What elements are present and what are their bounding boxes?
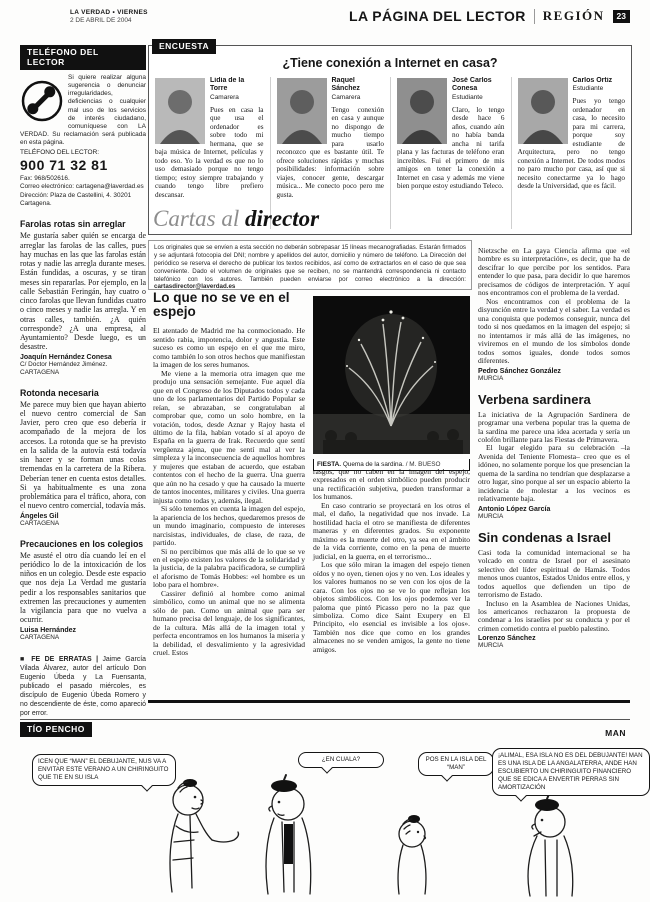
speech-bubble: POS EN LA ISLA DEL “MAN”: [418, 752, 494, 776]
person-name: José Carlos Conesa: [452, 77, 492, 93]
letter-author-sub: CARTAGENA: [20, 633, 60, 641]
region-label: REGIÓN: [542, 8, 605, 23]
person-photo: [397, 78, 447, 144]
photo-caption-label: FIESTA.: [317, 461, 342, 468]
edition-date: 2 DE ABRIL DE 2004: [70, 17, 132, 25]
letter-paragraph: El lugar elegido para su celebración –la Avenida del Teniente Flomesta– creo que es el idóneo, no solamente porque los que presencian la quema de la sardina no tendrían que desplazarse a otro lugar, sino porque al ser un espacio abierto la incidencia de molestar a los vecinos es relativamente baja.: [478, 443, 630, 504]
letter-author: Antonio López García: [478, 505, 551, 513]
fe-de-erratas: [20, 655, 146, 719]
letter-title: Verbena sardinera: [478, 391, 591, 407]
main-article-column-2: [313, 468, 470, 654]
article-author-city: MURCIA: [478, 374, 504, 382]
right-letters-column: [478, 247, 630, 649]
article-paragraph: Si no percibimos que más allá de lo que se ve en el espejo existen los valores de la solidaridad y la justicia, de la palabra pacificadora, se cumplirá el aforismo de Tomás Hobbes: «el hombre es un lobo para el hombre».: [153, 546, 305, 590]
person-role: Camarera: [210, 93, 239, 101]
letter-title: Rotonda necesaria: [20, 387, 99, 398]
person-quote: Tengo conexión en casa y aunque no dispongo de mucho tiempo para usarlo reconozco que es bastante útil. Te ofrece soluciones rápidas y muchas posibilidades: información sobre viajes, conocer gente, descargar música... Me conecto poco pero me gusta.: [276, 105, 384, 199]
person-card: [390, 77, 511, 229]
person-photo: [518, 78, 568, 144]
fe-de-erratas-label: ■ FE DE ERRATAS |: [20, 655, 99, 663]
person-quote: Pues en casa la que usa el ordenador es sobre todo mi hermana, que se baja música de Internet, películas y todo eso. Yo la verdad es que no lo uso demasiado porque no tengo tiempo; estoy siempre trabajando y cuando tengo libre prefiero descansar.: [155, 105, 264, 199]
cartas-title-bold: director: [245, 206, 320, 231]
phone-box: [20, 74, 146, 208]
section-header: [349, 8, 630, 24]
fountain-photo-block: [313, 296, 470, 471]
article-paragraph: Los que sólo miran la imagen del espejo tienen oídos y no oyen, tienen ojos y no ven. Los ideales y los valores humanos no se ven con los ojos de la cara. Con los ojos no se ve lo que reflejan los objetos simbólicos. Con los ojos podemos ver la paloma que pintó Picasso pero no la paz que simboliza. Como dice Saint Exupery en El Principito, «lo esencial es invisible a los ojos». También nos dice que como en los grandes almacenes no se venden amigos, la gente no tiene amigos.: [313, 560, 470, 654]
reader-letter: [20, 539, 146, 642]
header-divider: [534, 9, 535, 24]
phone-box-intro: Si quiere realizar alguna sugerencia o denunciar irregularidades, deficiencias o cualquier mal uso de los servicios de interés ciudadano, comuníquese con LA VERDAD. Su reclamación será publicada en esta página.: [20, 74, 146, 146]
page-number: 23: [613, 10, 630, 23]
letter-author: Joaquín Hernández Conesa: [20, 353, 112, 361]
fax-line: Fax: 968/502616.: [20, 175, 70, 183]
article-author: Pedro Sánchez González: [478, 367, 561, 375]
letter-author-city: MURCIA: [478, 642, 504, 650]
article-paragraph: Nos encontramos con el problema de la disyunción entre la verdad y el saber. La verdad es una conquista que podemos conseguir, nunca del todo si nos quedamos en la imagen del espejo; si no intentamos ir más allá de las imágenes, no viviremos en el mundo de los símbolos donde todos somos iguales, donde todos somos diferentes.: [478, 296, 630, 366]
letter-body: Me parece muy bien que hayan abierto el nuevo centro comercial de San Javier, pero creo que eso debería ir acompañado de la mejora de los accesos. La rotonda que se ha previsto en la salida de la autovía está todavía sin hacer y se forman unas colas tremendas en la carretera de la Ribera. Deberían tener en cuenta estos detalles. Si ya habitualmente es una zona problemática para el tráfico, ahora, con el nuevo centro comercial, todavía más.: [20, 399, 146, 511]
article-paragraph: Cassirer definió al hombre como animal simbólico, como un animal que no se alimenta sólo de pan. Como un animal que para ser humano precisa del lenguaje, de los significantes, de la cultura. Más allá de la imagen total y perfecta encontramos en los humanos la miseria y la debilidad, el desvalimiento y la agresividad cruel. Estos: [153, 588, 305, 658]
letter-author: Lorenzo Sánchez: [478, 635, 536, 643]
phone-number: 900 71 32 81: [20, 157, 108, 174]
speech-bubble: ¿EN CUALA?: [298, 752, 384, 768]
letter-author-sub: C/ Doctor Hernández Jiménez. CARTAGENA: [20, 360, 108, 376]
paper-name: LA VERDAD • VIERNES: [70, 9, 148, 16]
person-name: Lidia de la Torre: [210, 77, 245, 93]
main-article-headline: Lo que no se ve en el espejo: [153, 290, 290, 320]
letter-author-sub: CARTAGENA: [20, 519, 60, 527]
left-column: [20, 45, 146, 718]
comic-top-rule: [20, 719, 630, 720]
main-article-column-1: [153, 291, 305, 658]
phone-label: TELÉFONO DEL LECTOR:: [20, 149, 100, 157]
letter-title: Sin condenas a Israel: [478, 529, 611, 545]
cartas-section-title: [153, 206, 319, 232]
person-role: Estudiante: [452, 93, 483, 101]
letter-author: Ángeles Gil: [20, 512, 59, 520]
letter-body: Me asusté el otro día cuando leí en el periódico lo de la intoxicación de los niños en un colegio. Desde este espacio que nos deja La Verdad me gustaría pedir a los responsables sanitarios que extremen las precauciones y aumenten la vigilancia para que no vuelva a ocurrir.: [20, 550, 146, 625]
person-quote: Pues yo tengo ordenador en casa, lo necesito para mi carrera, porque soy estudiante de Arquitectura, pero no tengo conexión a Internet. De todos modos no paro mucho por casa, así que si necesito conectarme ya lo hago desde la Universidad, que es fácil.: [517, 97, 625, 191]
email-line: Correo electrónico: cartagena@laverdad.es: [20, 183, 144, 191]
letter-paragraph: Incluso en la Asamblea de Naciones Unidas, los americanos rechazaron la propuesta de condenar a los israelíes por su conducta y por el crimen cometido contra el pueblo palestino.: [478, 598, 630, 633]
speech-bubble: ICEN QUE “MAN” EL DEBUJANTE, NUS VA A ENVITAR ESTE VERANO A UN CHIRINGUITO QUE TIE EN SU ISLA: [32, 754, 176, 786]
letter-author-city: MURCIA: [478, 512, 504, 520]
reader-letter: [20, 219, 146, 376]
article-paragraph: En caso contrario se proyectará en los otros el mal, el daño, la negatividad que nos invade. La hostilidad hacia el otro se manifiesta de diferentes maneras y en diferentes grados. Su exponente máximo es la muerte del otro, ya sea en el ámbito de la vida corriente, como en la pena de muerte judicial, en la guerra, en el terrorismo...: [313, 500, 470, 561]
letters-policy-email: cartasdirector@laverdad.es: [154, 283, 236, 291]
person-name: Raquel Sánchez: [331, 77, 360, 93]
person-name: Carlos Ortiz: [572, 77, 613, 84]
section-title: LA PÁGINA DEL LECTOR: [349, 8, 526, 24]
article-paragraph: Si sólo tenemos en cuenta la imagen del espejo, la apariencia de los hechos, quedaremos presos de un mundo imaginario, compuesto de intereses narcisistas, individuales, de clase, de raza, de partido.: [153, 504, 305, 548]
letter-body: Me gustaría saber quién se encarga de arreglar las farolas de las calles, pues hay muchas en las que las farolas están rotas y nadie las arregla durante meses. Están fundidas, a oscuras, y se tiran meses sin repararlas. Por ejemplo, en la calle Sebastián Feringán, hay cuatro o cinco farolas que llevan fundidas cuatro o cinco meses y nadie las arregla. Y en otras calles, también. ¿A quién corresponde? ¿A una empresa, al Ayuntamiento? Desde luego, es un desastre.: [20, 231, 146, 352]
phone-box-label: TELÉFONO DEL LECTOR: [20, 45, 146, 70]
speech-bubble: ¡ALIMAL, ESA ISLA NO ES DEL DEBUJANTE! MAN ES UNA ISLA DE LA ANGALATERRA, ANDE HAN ESCUBIERTO UN CHIRINGUITO FINANCIERO QUE SE EDICA A ENVERTIR PERRAS SIN AMORTIZACIÓN: [492, 748, 650, 796]
comic-author-signature: MAN: [605, 728, 626, 738]
article-paragraph: Me viene a la memoria otra imagen que me produjo una sensación semejante. Fue aquel día que en el Congreso de los Diputados todos y cada uno de los parlamentarios del Partido Popular se reían, se abrazaban, se congratulaban al comprobar que, como un solo hombre, en la votación, todos, desde Aznar y Rajoy hasta el último de la fila, habían votado sí al apoyo de España en la guerra de Irak. Recuerdo que sentí vergüenza ajena, que me sentí mal al ver la simpleza y la inconsecuencia de aquellos hombres y mujeres que estaban de acuerdo, que estaban contentos con el hecho de la guerra. Una guerra que aún no ha cesado y que ha causado la muerte de tantos inocentes, militares y civiles. Una guerra injusta como todas y, además, ilegal.: [153, 368, 305, 505]
section-bottom-rule: [148, 700, 630, 703]
letter-title: Precauciones en los colegios: [20, 538, 144, 549]
letter-author: Luisa Hernández: [20, 626, 77, 634]
photo-credit: / M. BUESO: [405, 461, 441, 468]
article-paragraph: El atentado de Madrid me ha conmocionado. He sentido rabia, impotencia, dolor y angustia. Este suceso es como un espejo en el que me miro, como también lo son otros hechos que manifiestan la imagen de los seres humanos.: [153, 326, 305, 370]
survey-label: ENCUESTA: [152, 39, 216, 54]
person-photo: [155, 78, 205, 144]
comic-strip: [20, 742, 643, 897]
person-role: Estudiante: [572, 85, 604, 93]
person-role: Camarera: [331, 93, 361, 101]
article-paragraph: Nietzsche en La gaya Ciencia afirma que «el hombre es su interpretación», es decir, que ha de descifrar lo que percibe por los sentidos. Para entender lo que pasa, para decidir lo que haremos precisamos de códigos de interpretación. Y aquí nos encontramos con el problema de la verdad.: [478, 246, 630, 298]
letter-paragraph: Casi toda la comunidad internacional se ha volcado en contra de Israel por el asesinato selectivo del líder espiritual de Hamás. Todos menos unos cuantos, Estados Unidos entre ellos, y todos aquellos que defienden un tipo de terrorismo de Estado.: [478, 547, 630, 600]
address-line: Dirección: Plaza de Castellini, 4. 30201 Cartagena.: [20, 191, 132, 208]
reader-letter: [20, 388, 146, 528]
person-photo: [277, 78, 327, 144]
letter-title: Farolas rotas sin arreglar: [20, 219, 126, 230]
phone-icon: [20, 77, 64, 125]
article-paragraph: rasgos, que no caben en la imagen del espejo, expresados en el orden simbólico pueden producir una rectificación subjetiva, pueden transformar a los humanos.: [313, 467, 470, 502]
masthead: [70, 9, 148, 26]
fe-de-erratas-text: Jaime García Vilada Álvarez, autor del artículo Don Eugenio Úbeda y La Fuensanta, publicado el pasado miércoles, es discípulo de Eugenio Úbeda Romero y no descendiente de éste, como apareció por error.: [20, 655, 146, 717]
cartas-title-light: Cartas al: [153, 206, 240, 231]
comic-title: TÍO PENCHO: [20, 722, 92, 737]
letter-paragraph: La iniciativa de la Agrupación Sardinera de programar una verbena popular tras la quema de la sardina me parece una idea acertada y sería un colofón brillante para las Fiestas de Primavera.: [478, 409, 630, 444]
survey-question: ¿Tiene conexión a Internet en casa?: [282, 56, 498, 70]
person-quote: Claro, lo tengo desde hace 6 años, cuando aún no había banda ancha ni tarifa plana y las facturas de teléfono eran increíbles. Fui el primero de mis amigos en tener la conexión a Internet en casa y además me viene bien porque estoy estudiando Teleco.: [397, 105, 505, 191]
letters-policy-box: [148, 240, 472, 290]
photo-caption-text: Quema de la sardina.: [342, 461, 404, 468]
fountain-photo: [313, 296, 470, 454]
person-card: [511, 77, 632, 229]
letters-policy-text: Los originales que se envíen a esta sección no deberán sobrepasar 15 líneas mecanografiadas. Estarán firmados y se adjuntará fotocopia del DNI; nombre y apellidos del autor, domicilio y número de teléfono. La Dirección del periódico se reserva el derecho de publicar los textos recibidos, así como de extractarlos en el caso de que sea conveniente. Dado el volumen de originales que se reciben, no se mantendrá correspondencia ni contacto telefónico con los autores. También pueden enviarse por correo electrónico a la dirección:: [154, 244, 466, 283]
